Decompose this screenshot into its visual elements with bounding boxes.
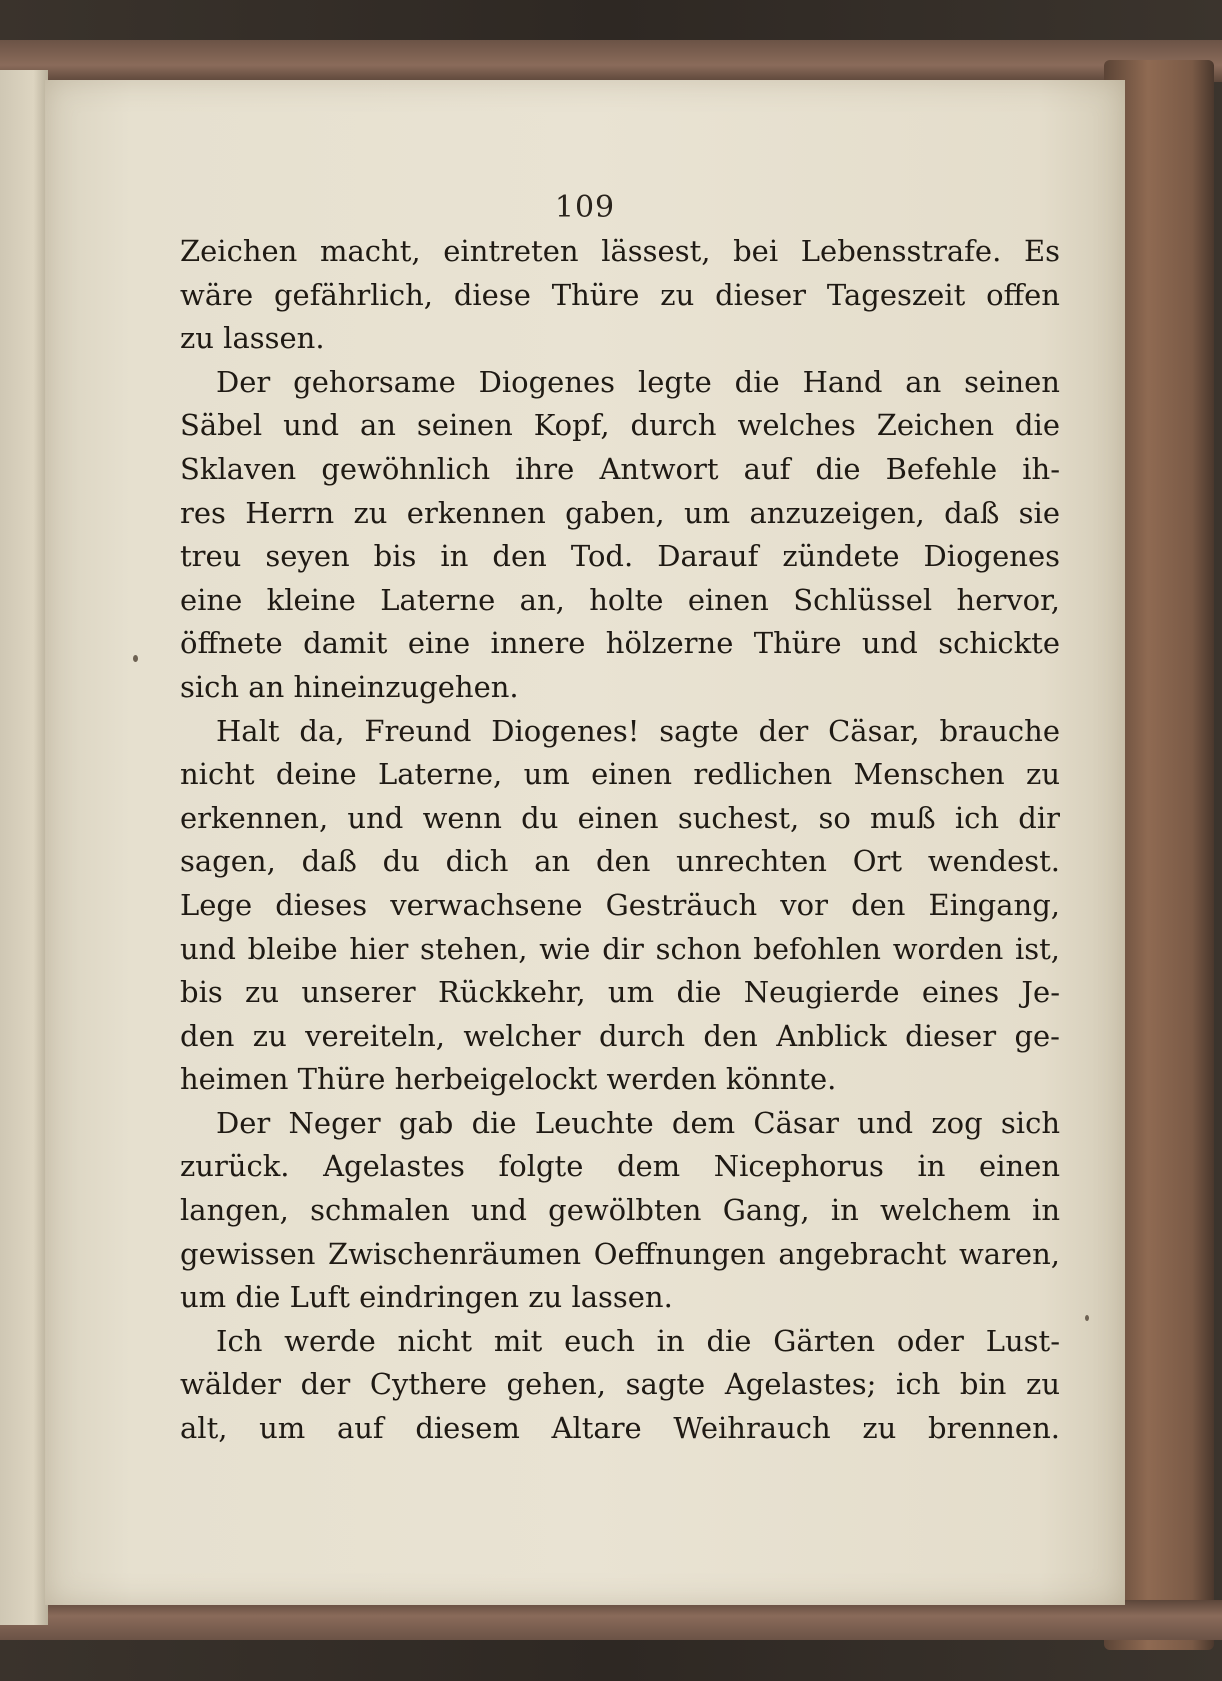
- text-line: um die Luft eindringen zu lassen.: [180, 1280, 673, 1315]
- paper-speck: [133, 655, 138, 662]
- text-line: nicht deine Laterne, um einen redlichen Menschen zu: [180, 757, 1060, 792]
- text-line: langen, schmalen und gewölbten Gang, in welchem in: [180, 1193, 1060, 1228]
- text-line: Der Neger gab die Leuchte dem Cäsar und zog sich: [216, 1105, 1060, 1140]
- text-line: Lege dieses verwachsene Gesträuch vor den Eingang,: [180, 887, 1060, 922]
- left-page-edge: [0, 70, 48, 1625]
- text-line: gewissen Zwischenräumen Oeffnungen angebracht waren,: [180, 1236, 1060, 1271]
- text-line: Säbel und an seinen Kopf, durch welches Zeichen die: [180, 408, 1060, 443]
- text-line: sich an hineinzugehen.: [180, 669, 519, 704]
- text-line: res Herrn zu erkennen gaben, um anzuzeigen, daß sie: [180, 495, 1060, 530]
- text-line: wälder der Cythere gehen, sagte Agelastes; ich bin zu: [180, 1367, 1060, 1402]
- text-line: und bleibe hier stehen, wie dir schon befohlen worden ist,: [180, 931, 1060, 966]
- page-text: [180, 230, 1060, 1451]
- text-line: wäre gefährlich, diese Thüre zu dieser Tageszeit offen: [180, 277, 1060, 312]
- book-page: [45, 80, 1125, 1605]
- text-line: alt, um auf diesem Altare Weihrauch zu brennen.: [180, 1411, 1060, 1446]
- text-line: heimen Thüre herbeigelockt werden könnte.: [180, 1062, 837, 1097]
- text-line: zu lassen.: [180, 321, 325, 356]
- text-line: bis zu unserer Rückkehr, um die Neugierde eines Je-: [180, 975, 1060, 1010]
- text-line: treu seyen bis in den Tod. Darauf zündete Diogenes: [180, 539, 1060, 574]
- text-line: Ich werde nicht mit euch in die Gärten oder Lust-: [216, 1323, 1060, 1358]
- text-line: sagen, daß du dich an den unrechten Ort wendest.: [180, 844, 1060, 879]
- text-line: erkennen, und wenn du einen suchest, so muß ich dir: [180, 800, 1060, 835]
- page-number: 109: [554, 190, 616, 225]
- text-line: Halt da, Freund Diogenes! sagte der Cäsar, brauche: [216, 713, 1060, 748]
- text-line: öffnete damit eine innere hölzerne Thüre und schickte: [180, 626, 1060, 661]
- text-line: eine kleine Laterne an, holte einen Schlüssel hervor,: [180, 582, 1060, 617]
- text-line: zurück. Agelastes folgte dem Nicephorus in einen: [180, 1149, 1060, 1184]
- leather-binding-top: [0, 40, 1222, 82]
- text-line: Der gehorsame Diogenes legte die Hand an seinen: [216, 364, 1060, 399]
- paper-speck: [1085, 1315, 1089, 1321]
- text-line: Zeichen macht, eintreten lässest, bei Lebensstrafe. Es: [180, 234, 1060, 268]
- text-line: den zu vereiteln, welcher durch den Anblick dieser ge-: [180, 1018, 1060, 1053]
- leather-binding-bottom: [0, 1600, 1222, 1640]
- text-line: Sklaven gewöhnlich ihre Antwort auf die Befehle ih-: [180, 451, 1060, 486]
